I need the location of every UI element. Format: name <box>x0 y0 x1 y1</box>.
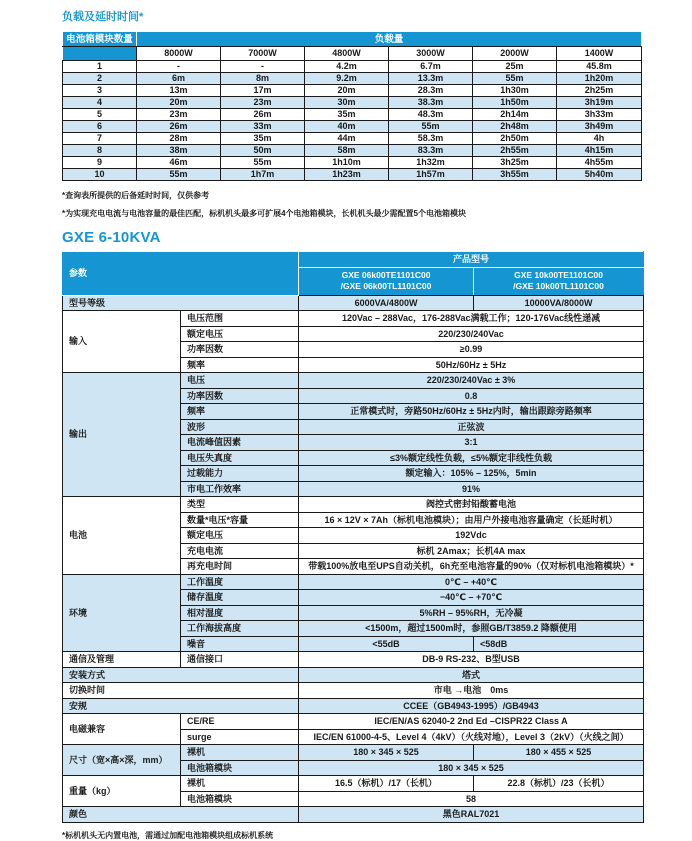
backup-time-cell: 2h55m <box>473 145 557 157</box>
spec-label-cell: 安装方式 <box>63 667 299 683</box>
model-10k-line1: GXE 10k00TE1101C00 <box>514 270 603 280</box>
spec-attribute-cell: 相对湿度 <box>181 605 299 621</box>
spec-attribute-cell: 储存温度 <box>181 590 299 606</box>
load-table-row <box>63 61 642 73</box>
backup-time-cell: 55m <box>473 73 557 85</box>
backup-time-cell: 45.8m <box>557 61 642 73</box>
spec-value-cell: 0.8 <box>299 388 644 404</box>
load-table-row <box>63 157 642 169</box>
backup-time-cell: 6.7m <box>389 61 473 73</box>
spec-value-cell: 16 × 12V × 7Ah（标机电池模块）；由用户外接电池容量确定（长延时机） <box>299 512 644 528</box>
module-count-cell: 5 <box>63 109 137 121</box>
load-table-row <box>63 133 642 145</box>
watt-header-2000: 2000W <box>473 47 557 61</box>
backup-time-cell: - <box>137 61 221 73</box>
spec-value-cell: 192Vdc <box>299 528 644 544</box>
spec-attribute-cell: 电池箱模块 <box>181 760 299 776</box>
spec-table-row <box>63 574 644 590</box>
backup-time-cell: 17m <box>221 85 305 97</box>
load-capacity-header: 负载量 <box>137 32 642 47</box>
spec-value-cell: 塔式 <box>299 667 644 683</box>
spec-attribute-cell: 电流峰值因素 <box>181 435 299 451</box>
backup-time-cell: 83.3m <box>389 145 473 157</box>
module-count-cell: 2 <box>63 73 137 85</box>
spec-value-cell: 6000VA/4800W <box>299 295 474 311</box>
backup-time-cell: 1h57m <box>389 169 473 181</box>
spec-table-row <box>63 311 644 327</box>
spec-value-cell: ≥0.99 <box>299 342 644 358</box>
backup-time-cell: 1h50m <box>473 97 557 109</box>
spec-value-cell: IEC/EN/AS 62040-2 2nd Ed –CISPR22 Class A <box>299 714 644 730</box>
spec-attribute-cell: 数量*电压*容量 <box>181 512 299 528</box>
backup-time-cell: 23m <box>137 109 221 121</box>
spec-table-row <box>63 776 644 792</box>
spec-value-cell: 正常模式时，旁路50Hz/60Hz ± 5Hz内时，输出跟踪旁路频率 <box>299 404 644 420</box>
spec-value-cell: ≤3%额定线性负载，≤5%额定非线性负载 <box>299 450 644 466</box>
spec-attribute-cell: 频率 <box>181 404 299 420</box>
spec-attribute-cell: 电池箱模块 <box>181 791 299 807</box>
spec-table-body <box>63 295 644 822</box>
spec-attribute-cell: 裸机 <box>181 776 299 792</box>
load-footnote-2: *为实现充电电流与电池容量的最佳匹配，标机机头最多可扩展4个电池箱模块，长机机头最少需配置5个电池箱模块 <box>62 209 467 218</box>
spec-attribute-cell: 电压范围 <box>181 311 299 327</box>
spec-table-row <box>63 745 644 761</box>
backup-time-cell: 8m <box>221 73 305 85</box>
backup-time-cell: 4.2m <box>305 61 389 73</box>
backup-time-cell: 38.3m <box>389 97 473 109</box>
load-table-row <box>63 85 642 97</box>
load-table-row <box>63 97 642 109</box>
spec-value-cell: −40℃ – +70℃ <box>299 590 644 606</box>
load-table-row <box>63 73 642 85</box>
spec-value-cell: 22.8（标机）/23（长机） <box>474 776 644 792</box>
spec-table <box>62 251 644 823</box>
spec-attribute-cell: 电压失真度 <box>181 450 299 466</box>
spec-value-cell: 市电 →电池 0ms <box>299 683 644 699</box>
spec-value-cell: 16.5（标机）/17（长机） <box>299 776 474 792</box>
spec-value-cell: <58dB <box>474 636 644 652</box>
backup-time-cell: 1h30m <box>473 85 557 97</box>
spec-value-cell: 0℃ – +40℃ <box>299 574 644 590</box>
module-count-header: 电池箱模块数量 <box>63 32 137 47</box>
backup-time-cell: 38m <box>137 145 221 157</box>
spec-attribute-cell: 再充电时间 <box>181 559 299 575</box>
spec-attribute-cell: 频率 <box>181 357 299 373</box>
module-count-cell: 1 <box>63 61 137 73</box>
backup-time-cell: 9.2m <box>305 73 389 85</box>
backup-time-cell: 2h48m <box>473 121 557 133</box>
spec-value-cell: 带载100%放电至UPS自动关机，6h充至电池容量的90%（仅对标机电池箱模块）* <box>299 559 644 575</box>
model-10k-line2: /GXE 10k00TL1101C00 <box>513 281 604 291</box>
backup-time-cell: 35m <box>221 133 305 145</box>
spec-table-row <box>63 807 644 823</box>
spec-table-row <box>63 714 644 730</box>
spec-value-cell: 120Vac – 288Vac，176-288Vac满载工作；120-176Vac线性递减 <box>299 311 644 327</box>
spec-label-cell: 切换时间 <box>63 683 299 699</box>
load-delay-title: 负载及延时时间* <box>62 11 144 23</box>
backup-time-cell: 13.3m <box>389 73 473 85</box>
backup-time-cell: 28.3m <box>389 85 473 97</box>
load-footnote-1: *查询表所提供的后备延时时间，仅供参考 <box>62 191 210 200</box>
spec-attribute-cell: 过载能力 <box>181 466 299 482</box>
backup-time-cell: 58.3m <box>389 133 473 145</box>
spec-value-cell: DB-9 RS-232、B型USB <box>299 652 644 668</box>
backup-time-cell: 20m <box>137 97 221 109</box>
module-count-cell: 4 <box>63 97 137 109</box>
spec-value-cell: 黑色RAL7021 <box>299 807 644 823</box>
load-delay-table <box>62 31 642 181</box>
spec-attribute-cell: 类型 <box>181 497 299 513</box>
spec-value-cell: <55dB <box>299 636 474 652</box>
spec-label-cell: 安规 <box>63 698 299 714</box>
watt-header-row <box>63 47 642 61</box>
spec-table-row <box>63 373 644 389</box>
backup-time-cell: 1h7m <box>221 169 305 181</box>
backup-time-cell: 40m <box>305 121 389 133</box>
load-table-row <box>63 121 642 133</box>
spec-label-cell: 颜色 <box>63 807 299 823</box>
spec-attribute-cell: 功率因数 <box>181 342 299 358</box>
load-table-row <box>63 109 642 121</box>
backup-time-cell: 33m <box>221 121 305 133</box>
backup-time-cell: 3h49m <box>557 121 642 133</box>
module-count-cell: 10 <box>63 169 137 181</box>
product-title: GXE 6-10KVA <box>62 229 161 246</box>
backup-time-cell: 5h40m <box>557 169 642 181</box>
backup-time-cell: 35m <box>305 109 389 121</box>
spec-attribute-cell: 波形 <box>181 419 299 435</box>
module-count-cell: 6 <box>63 121 137 133</box>
backup-time-cell: 1h20m <box>557 73 642 85</box>
backup-time-cell: 30m <box>305 97 389 109</box>
spec-value-cell: 220/230/240Vac <box>299 326 644 342</box>
backup-time-cell: 3h25m <box>473 157 557 169</box>
spec-section-cell: 输入 <box>63 311 181 373</box>
backup-time-cell: 48.3m <box>389 109 473 121</box>
spec-section-cell: 输出 <box>63 373 181 497</box>
backup-time-cell: 2h50m <box>473 133 557 145</box>
spec-attribute-cell: 充电电流 <box>181 543 299 559</box>
spec-section-cell: 电磁兼容 <box>63 714 181 745</box>
spec-section-cell: 重量（kg） <box>63 776 181 807</box>
backup-time-cell: 1h32m <box>389 157 473 169</box>
model-6k-line2: /GXE 06k00TL1101C00 <box>340 281 432 291</box>
backup-time-cell: 1h10m <box>305 157 389 169</box>
spec-attribute-cell: 电压 <box>181 373 299 389</box>
spec-section-cell: 环境 <box>63 574 181 652</box>
spec-section-cell: 尺寸（宽×高×深，mm） <box>63 745 181 776</box>
spec-table-row <box>63 652 644 668</box>
spec-value-cell: 91% <box>299 481 644 497</box>
watt-header-8000: 8000W <box>137 47 221 61</box>
model-6k-line1: GXE 06k00TE1101C00 <box>341 270 431 280</box>
product-model-header: 产品型号 <box>299 252 644 268</box>
module-count-cell: 3 <box>63 85 137 97</box>
spec-table-row <box>63 698 644 714</box>
spec-table-row <box>63 683 644 699</box>
spec-value-cell: 10000VA/8000W <box>474 295 644 311</box>
module-count-cell: 8 <box>63 145 137 157</box>
spec-attribute-cell: surge <box>181 729 299 745</box>
backup-time-cell: 25m <box>473 61 557 73</box>
backup-time-cell: 3h55m <box>473 169 557 181</box>
spec-table-row <box>63 497 644 513</box>
spec-table-row <box>63 295 644 311</box>
spec-value-cell: 正弦波 <box>299 419 644 435</box>
watt-header-7000: 7000W <box>221 47 305 61</box>
model-cell-6k <box>299 267 474 295</box>
param-header: 参数 <box>63 252 299 296</box>
spec-value-cell: 58 <box>299 791 644 807</box>
spec-attribute-cell: CE/RE <box>181 714 299 730</box>
spec-value-cell: 额定输入：105% – 125%，5min <box>299 466 644 482</box>
spec-value-cell: 3:1 <box>299 435 644 451</box>
watt-header-1400: 1400W <box>557 47 642 61</box>
backup-time-cell: 58m <box>305 145 389 157</box>
spec-footnote: *标机机头无内置电池，需通过加配电池箱模块组成标机系统 <box>62 830 274 840</box>
spec-attribute-cell: 噪音 <box>181 636 299 652</box>
spec-value-cell: 50Hz/60Hz ± 5Hz <box>299 357 644 373</box>
backup-time-cell: 6m <box>137 73 221 85</box>
backup-time-cell: 26m <box>221 109 305 121</box>
backup-time-cell: 20m <box>305 85 389 97</box>
spec-value-cell: 180 × 345 × 525 <box>299 745 474 761</box>
spec-attribute-cell: 裸机 <box>181 745 299 761</box>
spec-value-cell: 220/230/240Vac ± 3% <box>299 373 644 389</box>
blank-header-cell <box>63 47 137 61</box>
spec-section-cell: 通信及管理 <box>63 652 181 668</box>
spec-table-row <box>63 667 644 683</box>
spec-attribute-cell: 工作温度 <box>181 574 299 590</box>
backup-time-cell: 3h33m <box>557 109 642 121</box>
backup-time-cell: 55m <box>221 157 305 169</box>
load-table-row <box>63 145 642 157</box>
spec-attribute-cell: 功率因数 <box>181 388 299 404</box>
backup-time-cell: 4h55m <box>557 157 642 169</box>
backup-time-cell: 1h23m <box>305 169 389 181</box>
spec-value-cell: 180 × 345 × 525 <box>299 760 644 776</box>
module-count-cell: 9 <box>63 157 137 169</box>
spec-value-cell: IEC/EN 61000-4-5、Level 4（4kV）（火线对地），Level 3（2kV）（火线之间） <box>299 729 644 745</box>
backup-time-cell: 2h14m <box>473 109 557 121</box>
backup-time-cell: 4h15m <box>557 145 642 157</box>
spec-attribute-cell: 额定电压 <box>181 528 299 544</box>
backup-time-cell: 23m <box>221 97 305 109</box>
backup-time-cell: 4h <box>557 133 642 145</box>
spec-attribute-cell: 工作海拔高度 <box>181 621 299 637</box>
watt-header-3000: 3000W <box>389 47 473 61</box>
spec-section-cell: 电池 <box>63 497 181 575</box>
backup-time-cell: 26m <box>137 121 221 133</box>
spec-value-cell: <1500m，超过1500m时，参照GB/T3859.2 降额使用 <box>299 621 644 637</box>
backup-time-cell: 46m <box>137 157 221 169</box>
backup-time-cell: 2h25m <box>557 85 642 97</box>
backup-time-cell: 44m <box>305 133 389 145</box>
spec-table-header <box>63 252 644 296</box>
model-cell-10k <box>474 267 644 295</box>
backup-time-cell: 3h19m <box>557 97 642 109</box>
backup-time-cell: - <box>221 61 305 73</box>
backup-time-cell: 55m <box>137 169 221 181</box>
spec-value-cell: 标机 2Amax；长机4A max <box>299 543 644 559</box>
spec-value-cell: CCEE（GB4943-1995）/GB4943 <box>299 698 644 714</box>
spec-value-cell: 5%RH – 95%RH，无冷凝 <box>299 605 644 621</box>
spec-attribute-cell: 市电工作效率 <box>181 481 299 497</box>
backup-time-cell: 28m <box>137 133 221 145</box>
watt-header-4800: 4800W <box>305 47 389 61</box>
spec-label-cell: 型号等级 <box>63 295 299 311</box>
load-table-row <box>63 169 642 181</box>
backup-time-cell: 50m <box>221 145 305 157</box>
load-table-header <box>63 32 642 61</box>
spec-attribute-cell: 额定电压 <box>181 326 299 342</box>
load-table-body <box>63 61 642 181</box>
module-count-cell: 7 <box>63 133 137 145</box>
backup-time-cell: 55m <box>389 121 473 133</box>
backup-time-cell: 13m <box>137 85 221 97</box>
spec-value-cell: 阀控式密封铅酸蓄电池 <box>299 497 644 513</box>
spec-value-cell: 180 × 455 × 525 <box>474 745 644 761</box>
spec-attribute-cell: 通信接口 <box>181 652 299 668</box>
